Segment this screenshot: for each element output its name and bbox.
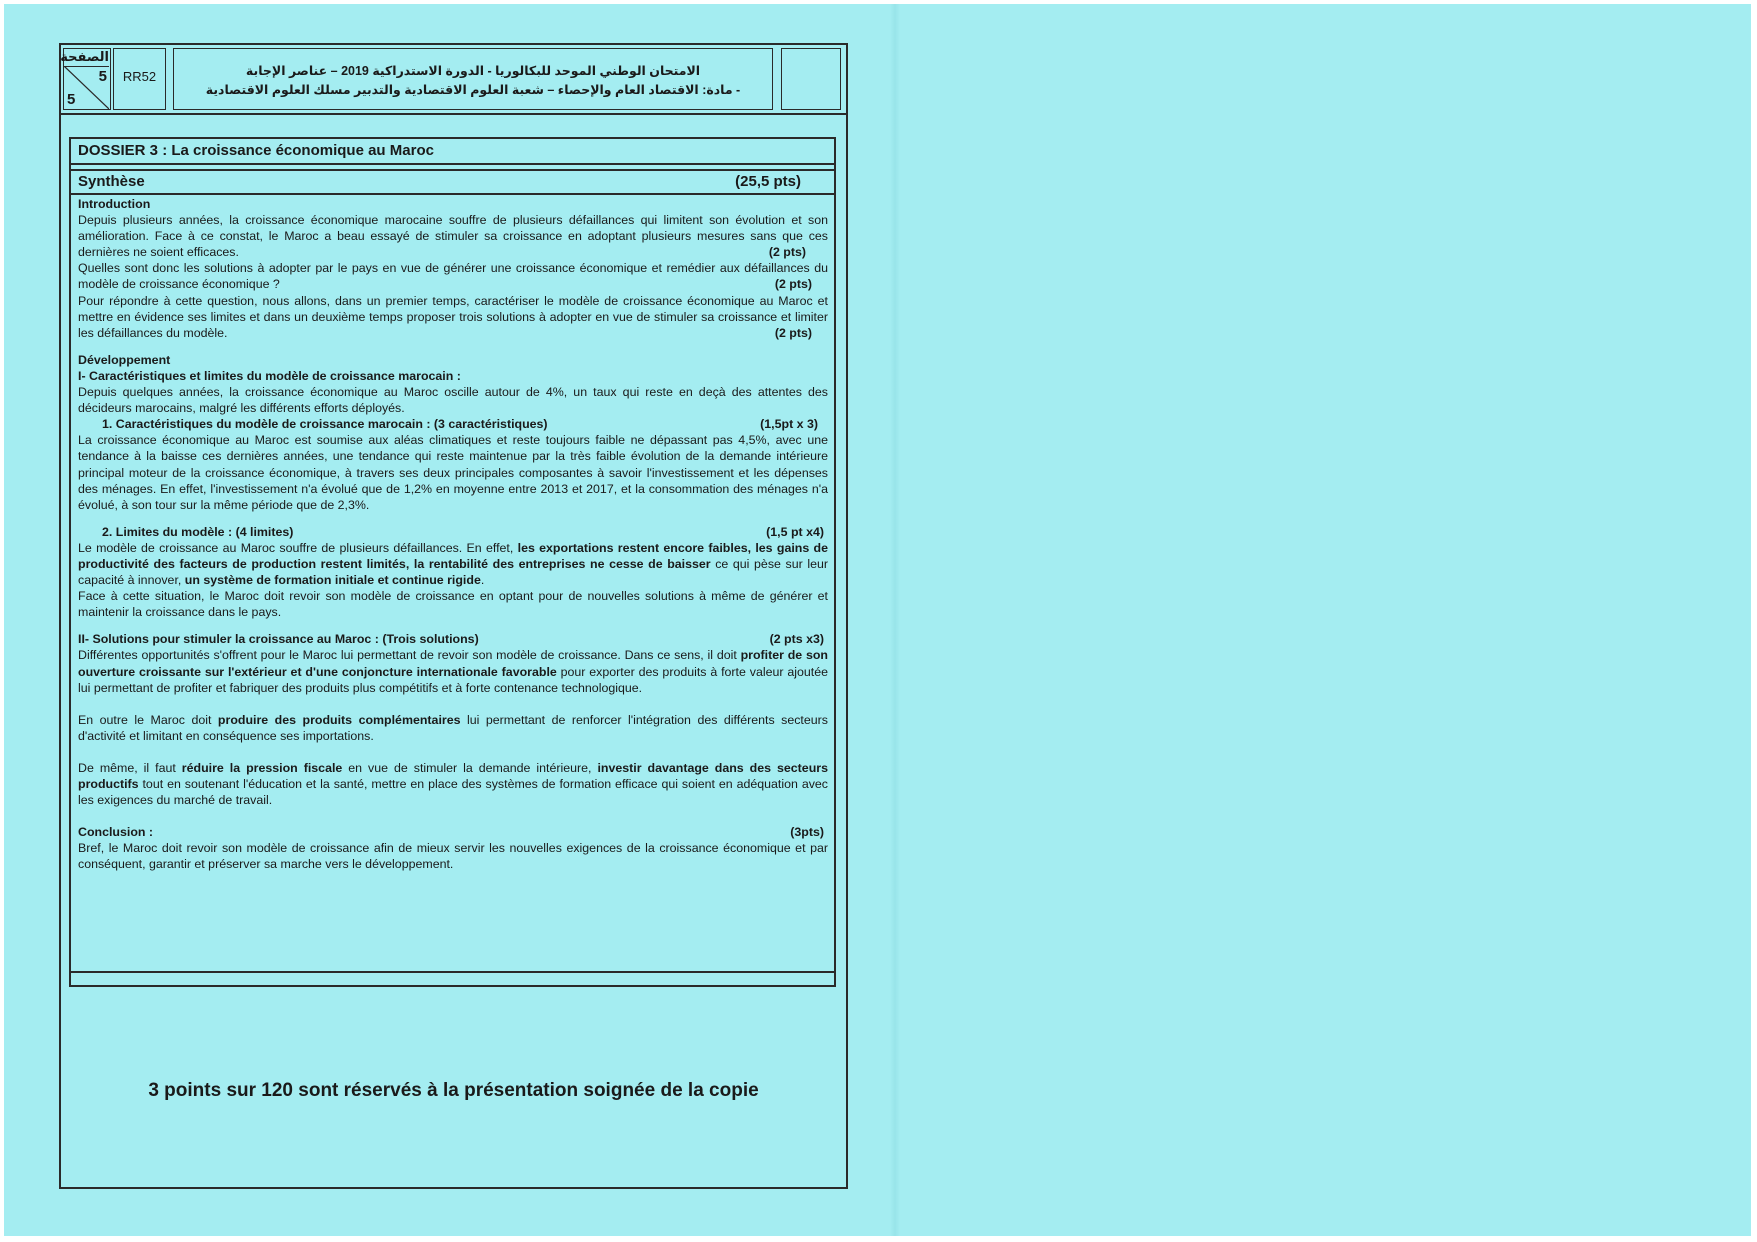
sub2-text: Le modèle de croissance au Maroc souffre de plusieurs défaillances. En effet, les exportations restent encore faibles, les gains de productivité des facteurs de production restent limités, la rentabilité des entreprises ne cesse de baisser ce qui pèse sur leur capacité à innover, un système de formation initiale et continue rigide. bbox=[78, 540, 828, 588]
page-current: 5 bbox=[98, 68, 107, 85]
solution-3-bold-2: investir davantage dans des secteurs productifs bbox=[78, 760, 828, 791]
conclusion-heading: Conclusion : bbox=[78, 825, 154, 840]
part2-title: II- Solutions pour stimuler la croissance au Maroc : (Trois solutions) bbox=[78, 632, 479, 647]
exam-title-box bbox=[173, 48, 773, 110]
synthese-bar bbox=[71, 169, 834, 195]
exam-code: RR52 bbox=[113, 48, 166, 110]
synthese-body bbox=[71, 195, 834, 872]
intro-text-3: Pour répondre à cette question, nous allons, dans un premier temps, caractériser le modèle de croissance économique au Maroc et mettre en évidence ses limites et dans un deuxième temps proposer trois solutions à adopter en vue de stimuler sa croissance et limiter les défaillances du modèle. bbox=[78, 293, 828, 340]
sub2-points: (1,5 pt x4) bbox=[766, 524, 824, 539]
sub2-bold-1: les exportations restent encore faibles, les gains de productivité des facteurs de production restent limités, la rentabilité des entreprises ne cesse de baisser bbox=[78, 540, 828, 571]
intro-text-1: Depuis plusieurs années, la croissance économique marocaine souffre de plusieurs défaillances qui limitent son évolution et son amélioration. Face à ce constat, le Maroc a beau essayé de stimuler sa croissance en adoptant plusieurs mesures sans que ces dernières ne soient efficaces. bbox=[78, 213, 828, 260]
conclusion-heading-row bbox=[78, 824, 828, 840]
solution-3: De même, il faut réduire la pression fiscale en vue de stimuler la demande intérieure, investir davantage dans des secteurs productifs tout en soutenant l'éducation et la santé, mettre en place des systèmes de formation efficace qui soient en adéquation avec les exigences du marché de travail. bbox=[78, 760, 828, 808]
empty-box bbox=[781, 48, 841, 110]
sub1-title-row bbox=[78, 416, 828, 432]
sub1-title: 1. Caractéristiques du modèle de croissance marocain : (3 caractéristiques) bbox=[102, 417, 548, 432]
part1-title: I- Caractéristiques et limites du modèle de croissance marocain : bbox=[78, 368, 461, 383]
content-bottom-rule bbox=[69, 971, 836, 973]
page-total: 5 bbox=[67, 91, 76, 108]
conclusion-text: Bref, le Maroc doit revoir son modèle de croissance afin de mieux servir les nouvelles exigences de la croissance économique et par conséquent, garantir et préserver sa marche vers le développement. bbox=[78, 841, 828, 872]
exam-title-line1: الامتحان الوطني الموحد للبكالوريا - الدورة الاستدراكية 2019 – عناصر الإجابة bbox=[245, 64, 701, 78]
dev-heading: Développement bbox=[78, 352, 171, 367]
solution-1-bold: profiter de son ouverture croissante sur l'extérieur et d'une conjoncture internationale favorable bbox=[78, 648, 828, 679]
intro-points-3: (2 pts) bbox=[774, 325, 812, 340]
exam-page bbox=[59, 43, 848, 1189]
part1-intro: Depuis quelques années, la croissance économique au Maroc oscille autour de 4%, un taux qui reste en deçà des attentes des décideurs marocains, malgré les différents efforts déployés. bbox=[78, 385, 828, 416]
scanned-sheet bbox=[4, 4, 1751, 1236]
intro-paragraph-1 bbox=[78, 212, 828, 260]
part2-points: (2 pts x3) bbox=[769, 632, 824, 647]
page-label: الصفحة bbox=[64, 49, 109, 67]
sub2-bold-2: un système de formation initiale et continue rigide bbox=[184, 573, 481, 588]
page-fold bbox=[890, 4, 900, 1236]
solution-2-bold: produire des produits complémentaires bbox=[217, 712, 461, 727]
intro-paragraph-3 bbox=[78, 293, 828, 341]
intro-heading: Introduction bbox=[78, 197, 151, 211]
synthese-points: (25,5 pts) bbox=[735, 173, 801, 190]
conclusion-points: (3pts) bbox=[790, 825, 824, 840]
page-number-box bbox=[60, 48, 111, 110]
header-rule bbox=[61, 113, 846, 115]
sub1-points: (1,5pt x 3) bbox=[760, 417, 818, 432]
sub2-title: 2. Limites du modèle : (4 limites) bbox=[102, 524, 294, 539]
solution-2: En outre le Maroc doit produire des produits complémentaires lui permettant de renforcer l'intégration des différents secteurs d'activité et limitant en conséquence ses importations. bbox=[78, 712, 828, 743]
exam-title-line2: - مادة: الاقتصاد العام والإحصاء – شعبة العلوم الاقتصادية والتدبير مسلك العلوم الاقتصادية bbox=[205, 83, 741, 97]
solution-1: Différentes opportunités s'offrent pour le Maroc lui permettant de revoir son modèle de croissance. Dans ce sens, il doit profiter de son ouverture croissante sur l'extérieur et d'une conjoncture internationale favorable pour exporter des produits à forte valeur ajoutée lui permettant de profiter et fabriquer des produits plus compétitifs et à forte contenance technologique. bbox=[78, 648, 828, 695]
intro-points-1: (2 pts) bbox=[768, 245, 806, 260]
sub2-text-2: Face à cette situation, le Maroc doit revoir son modèle de croissance en optant pour de nouvelles solutions à même de générer et maintenir la croissance dans le pays. bbox=[78, 589, 828, 620]
dossier-title: DOSSIER 3 : La croissance économique au Maroc bbox=[71, 139, 834, 165]
intro-paragraph-2 bbox=[78, 260, 828, 292]
part2-title-row bbox=[78, 631, 828, 647]
solution-3-bold-1: réduire la pression fiscale bbox=[181, 760, 343, 775]
intro-points-2: (2 pts) bbox=[774, 277, 812, 292]
intro-text-2: Quelles sont donc les solutions à adopter par le pays en vue de générer une croissance économique et remédier aux défaillances du modèle de croissance économique ? bbox=[78, 261, 828, 292]
dossier-content bbox=[69, 137, 836, 987]
synthese-label: Synthèse bbox=[78, 173, 145, 190]
sub2-title-row bbox=[78, 524, 828, 540]
sub1-text: La croissance économique au Maroc est soumise aux aléas climatiques et reste toujours faible ne dépassant pas 4,5%, avec une tendance à la baisse ces dernières années, une tendance qui reste maintenue par la très faible évolution de la demande intérieure principal moteur de la croissance économique, à travers ses deux principales composantes à savoir l'investissement et les dépenses des ménages. En effet, l'investissement n'a évolué que de 1,2% en moyenne entre 2013 et 2017, et la consommation des ménages n'a évolué, à son tour sur la même période que de 2,3%. bbox=[78, 433, 828, 512]
presentation-notice: 3 points sur 120 sont réservés à la présentation soignée de la copie bbox=[148, 1080, 759, 1101]
